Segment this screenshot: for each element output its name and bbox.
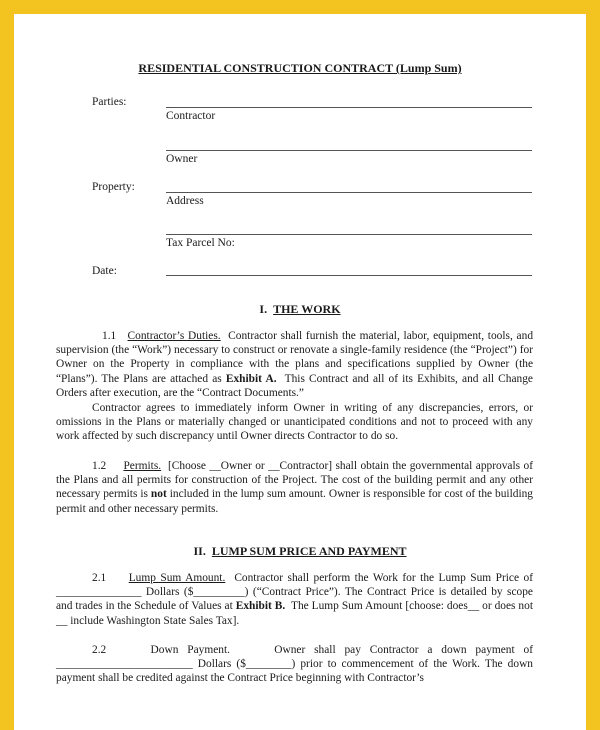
paragraph-2-2 <box>56 643 533 686</box>
exhibit-a-ref: Exhibit A. <box>225 372 277 385</box>
paragraph-1-1-number: 1.1 <box>102 330 117 342</box>
tax-parcel-line <box>166 234 532 235</box>
paragraph-2-1-text-a: Contractor shall perform the Work for the Lump Sum Price of _______________ Dollars ($_________) (“Contract Price”). The Contract Price is detailed by scope and trades in the Schedule of Values at <box>56 572 534 613</box>
paragraph-2-1-text-b: The Lump Sum Amount [choose: does__ or does not __ include Washington State Sales Tax]. <box>56 600 533 627</box>
section-2-heading <box>14 544 586 559</box>
address-label: Address <box>166 195 204 207</box>
paragraph-2-1 <box>56 571 533 628</box>
owner-line <box>166 150 532 151</box>
paragraph-1-1-b-text: Contractor agrees to immediately inform Owner in writing of any discrepancies, errors, or omissions in the Plans or materially changed or unanticipated conditions and not to proceed with any work affected by such discrepancy until Owner directs Contractor to do so. <box>56 402 533 443</box>
section-1-heading <box>14 302 586 317</box>
paragraph-1-1-text-b: This Contract and all of its Exhibits, and all Change Orders after execution, are the “Contract Documents.” <box>56 372 533 399</box>
paragraph-2-2-title: Down Payment. <box>150 644 230 656</box>
section-2-number: II. <box>193 544 206 558</box>
paragraph-1-1-b <box>56 401 533 444</box>
paragraph-2-2-number: 2.2 <box>92 644 107 656</box>
paragraph-1-1 <box>56 329 533 400</box>
property-label: Property: <box>92 181 135 193</box>
address-line <box>166 192 532 193</box>
contractor-label: Contractor <box>166 110 216 122</box>
paragraph-1-2-text-a: [Choose __Owner or __Contractor] shall obtain the governmental approvals of the Plans and all permits for construction of the Project. The cost of the building permit and any other necessary permits is <box>56 460 533 501</box>
paragraph-2-1-number: 2.1 <box>92 572 107 584</box>
paragraph-1-1-text-a: Contractor shall furnish the material, labor, equipment, tools, and supervision (the “Work”) necessary to construct or renovate a single-family residence (the “Project”) for Owner on the Property in compliance with the plans and specifications supplied by Owner (the “Plans”). The Plans are attached as <box>56 330 534 385</box>
paragraph-1-1-title: Contractor’s Duties. <box>127 330 221 342</box>
tax-parcel-label: Tax Parcel No: <box>166 237 235 249</box>
not-emphasis: not <box>150 488 167 501</box>
paragraph-1-2-title: Permits. <box>123 460 162 472</box>
paragraph-1-2-text-b: included in the lump sum amount. Owner is responsible for cost of the building permit and other necessary permits. <box>56 488 534 515</box>
date-line <box>166 275 532 276</box>
section-1-title: THE WORK <box>273 302 341 316</box>
paragraph-1-2-number: 1.2 <box>92 460 107 472</box>
paragraph-2-1-title: Lump Sum Amount. <box>128 572 226 584</box>
document-title: RESIDENTIAL CONSTRUCTION CONTRACT (Lump Sum) <box>138 61 462 75</box>
contractor-line <box>166 107 532 108</box>
parties-label: Parties: <box>92 96 127 108</box>
section-1-number: I. <box>259 302 268 316</box>
paragraph-2-2-text: Owner shall pay Contractor a down payment of ________________________ Dollars ($________) prior to commencement of the Work. The down payment shall be credited against the Contract Price beginning with Contractor’s <box>56 644 534 685</box>
date-label: Date: <box>92 265 117 277</box>
paragraph-1-2 <box>56 459 533 516</box>
section-2-title: LUMP SUM PRICE AND PAYMENT <box>211 544 407 558</box>
owner-label: Owner <box>166 153 198 165</box>
contract-page <box>14 14 586 730</box>
exhibit-b-ref: Exhibit B. <box>235 600 286 613</box>
